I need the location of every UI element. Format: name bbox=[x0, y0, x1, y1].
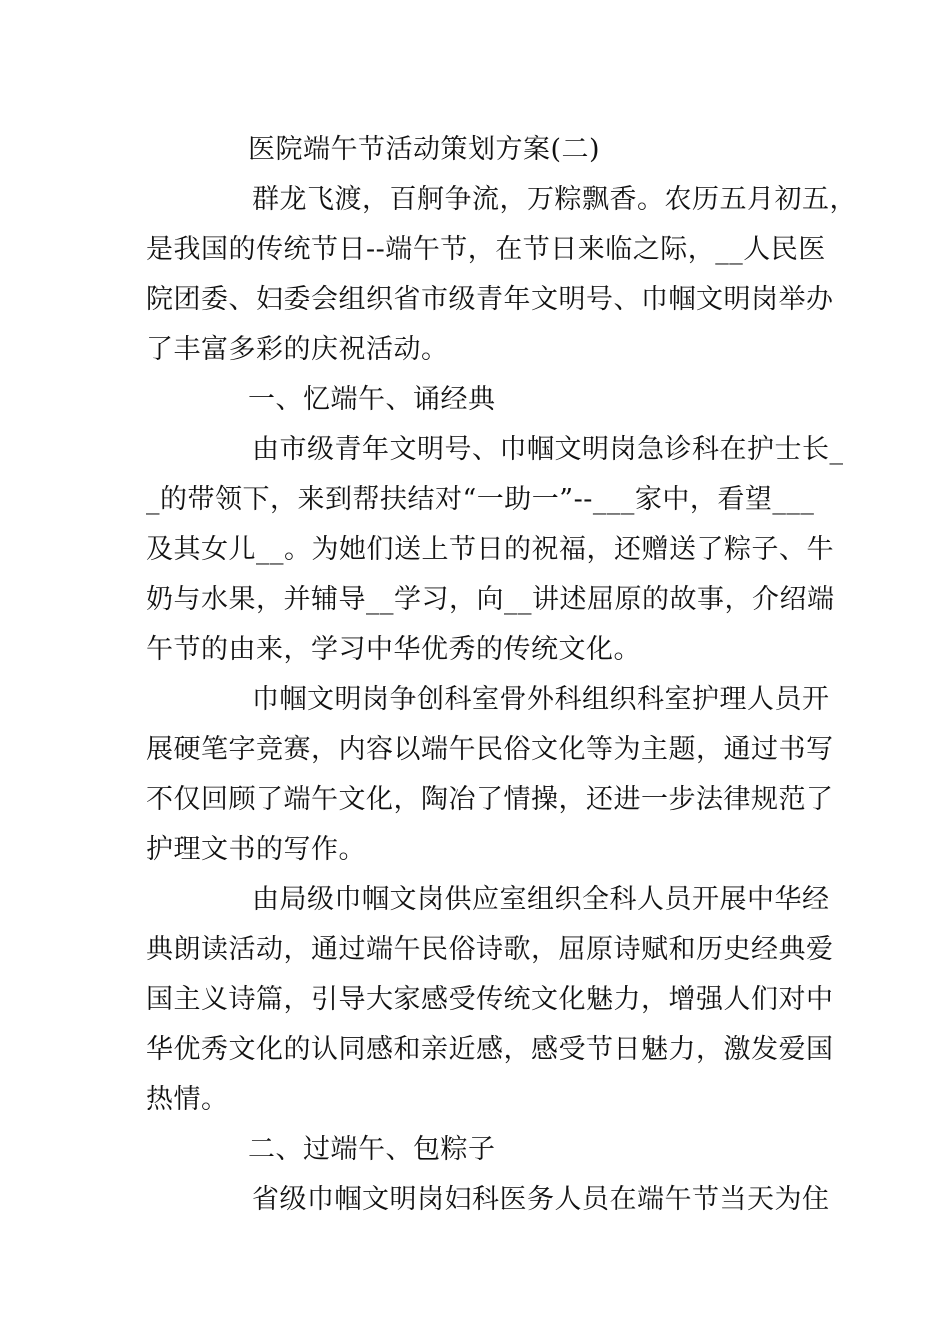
paragraph-line: 巾帼文明岗争创科室骨外科组织科室护理人员开 bbox=[252, 684, 830, 715]
paragraph-line: 省级巾帼文明岗妇科医务人员在端午节当天为住 bbox=[252, 1184, 830, 1215]
paragraph-line: 典朗读活动，通过端午民俗诗歌，屈原诗赋和历史经典爱 bbox=[146, 934, 834, 965]
section-heading: 一、忆端午、诵经典 bbox=[248, 384, 496, 415]
paragraph-line: _的带领下，来到帮扶结对“一助一”--___家中，看望___ bbox=[146, 484, 815, 515]
paragraph-line: 不仅回顾了端午文化，陶冶了情操，还进一步法律规范了 bbox=[146, 784, 834, 815]
paragraph-line: 及其女儿__。为她们送上节日的祝福，还赠送了粽子、牛 bbox=[146, 534, 834, 565]
paragraph-line: 热情。 bbox=[146, 1084, 229, 1115]
paragraph-line: 是我国的传统节日--端午节，在节日来临之际，__人民医 bbox=[146, 234, 826, 265]
paragraph-line: 护理文书的写作。 bbox=[146, 834, 366, 865]
paragraph-line: 群龙飞渡，百舸争流，万粽飘香。农历五月初五， bbox=[252, 184, 857, 215]
paragraph-line: 由市级青年文明号、巾帼文明岗急诊科在护士长_ bbox=[252, 434, 844, 465]
paragraph-line: 展硬笔字竞赛，内容以端午民俗文化等为主题，通过书写 bbox=[146, 734, 834, 765]
section-heading: 二、过端午、包粽子 bbox=[248, 1134, 496, 1165]
paragraph-line: 国主义诗篇，引导大家感受传统文化魅力，增强人们对中 bbox=[146, 984, 834, 1015]
paragraph-line: 了丰富多彩的庆祝活动。 bbox=[146, 334, 449, 365]
paragraph-line: 由局级巾帼文岗供应室组织全科人员开展中华经 bbox=[252, 884, 830, 915]
document-title: 医院端午节活动策划方案(二) bbox=[248, 134, 601, 165]
paragraph-line: 午节的由来，学习中华优秀的传统文化。 bbox=[146, 634, 641, 665]
paragraph-line: 华优秀文化的认同感和亲近感，感受节日魅力，激发爱国 bbox=[146, 1034, 834, 1065]
paragraph-line: 奶与水果，并辅导__学习，向__讲述屈原的故事，介绍端 bbox=[146, 584, 835, 615]
paragraph-line: 院团委、妇委会组织省市级青年文明号、巾帼文明岗举办 bbox=[146, 284, 834, 315]
